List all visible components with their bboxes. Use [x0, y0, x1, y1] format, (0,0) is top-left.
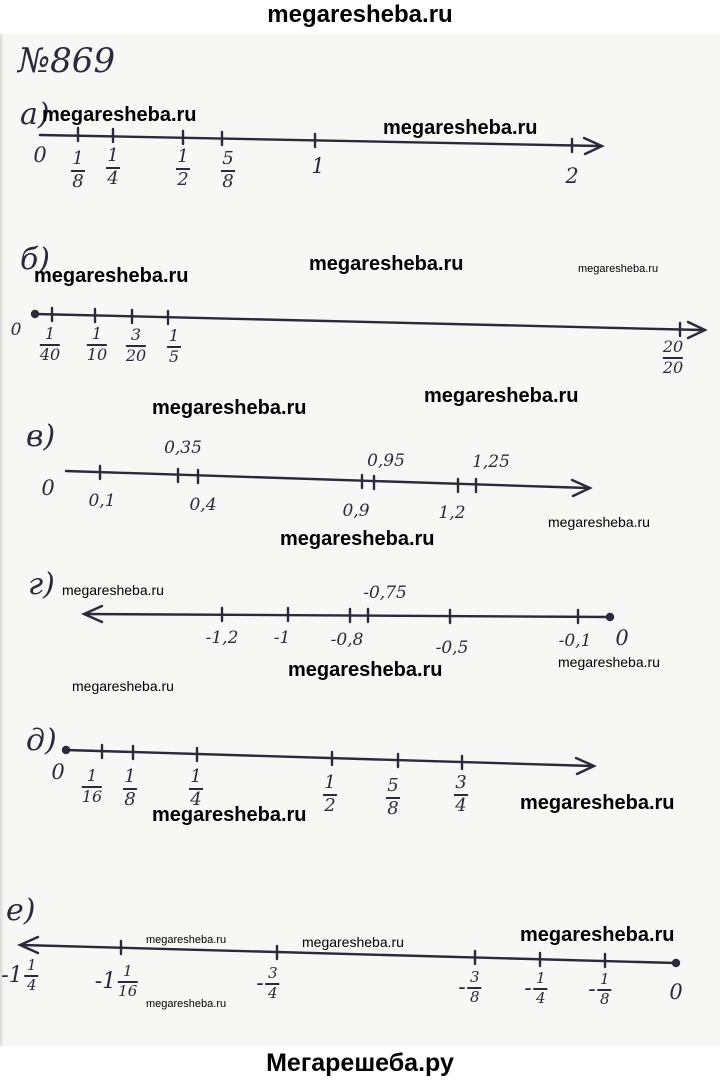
part-e-tick-minus-1-4: - $\frac{1}{4}$: [524, 971, 547, 1007]
number-line-v: [66, 471, 588, 488]
part-e-tick-minus-1-1-4: -1 $\frac{1}{4}$: [1, 958, 38, 994]
part-e-tick-minus-3-8: - $\frac{3}{8}$: [458, 970, 481, 1006]
watermark: megaresheba.ru: [520, 924, 675, 946]
site-footer[interactable]: Мегарешеба.ру: [266, 1049, 454, 1077]
part-b-tick-1-5: 1 5: [168, 326, 180, 366]
site-header[interactable]: megaresheba.ru: [267, 1, 453, 28]
watermark: megaresheba.ru: [72, 678, 174, 694]
part-a-tick-1-2: 1 2: [177, 146, 189, 190]
watermark: megaresheba.ru: [288, 659, 443, 681]
watermark: megaresheba.ru: [302, 934, 404, 950]
part-d-tick-3-4: 3 4: [455, 772, 467, 816]
part-d-tick-1-8: 1 8: [124, 766, 136, 810]
part-e-origin: 0: [669, 980, 683, 1004]
part-e-tick-minus-1-1-16: -1 $\frac{1}{16}$: [94, 962, 138, 1000]
part-g-label: г): [28, 567, 55, 602]
watermark: megaresheba.ru: [146, 998, 227, 1010]
part-e-tick-minus-1-8: - $\frac{1}{8}$: [588, 972, 611, 1008]
part-d-tick-1-2: 1 2: [324, 772, 336, 816]
part-a-tick-1-4: 1 4: [107, 145, 119, 189]
part-v-label: в): [26, 419, 56, 454]
part-d-label: д): [26, 723, 57, 758]
part-v-tick-0-1: 0,1: [88, 491, 116, 511]
part-d-origin: 0: [51, 760, 65, 784]
part-a-origin: 0: [33, 143, 47, 167]
part-v-tick-0-9: 0,9: [342, 501, 370, 521]
part-e-label: е): [6, 893, 36, 928]
part-a-tick-2: 2: [565, 164, 579, 188]
part-v-tick-1-2: 1,2: [438, 503, 466, 523]
part-v-tick-0-4: 0,4: [189, 495, 217, 515]
part-d-tick-1-16: 1 16: [81, 766, 103, 806]
part-v-tick-0-35: 0,35: [164, 438, 202, 458]
part-v-tick-0-95: 0,95: [367, 451, 405, 471]
watermark: megaresheba.ru: [146, 934, 227, 946]
part-b-tick-1-10: 1 10: [86, 324, 108, 364]
part-d-tick-5-8: 5 8: [387, 775, 399, 819]
watermark: megaresheba.ru: [309, 253, 464, 275]
part-e-tick-minus-3-4: - $\frac{3}{4}$: [256, 966, 279, 1002]
part-a-tick-5-8: 5 8: [222, 148, 234, 192]
part-a-label: а): [20, 97, 50, 132]
problem-number: №869: [18, 41, 116, 81]
part-g-tick-minus-1: -1: [273, 628, 291, 648]
watermark: megaresheba.ru: [42, 104, 197, 126]
watermark: megaresheba.ru: [383, 117, 538, 139]
watermark: megaresheba.ru: [152, 397, 307, 419]
part-g-tick-minus-0-5: -0,5: [435, 638, 469, 658]
part-v-tick-1-25: 1,25: [472, 452, 510, 472]
watermark: megaresheba.ru: [34, 265, 189, 287]
watermark: megaresheba.ru: [558, 654, 660, 670]
part-v-origin: 0: [41, 476, 55, 500]
part-b-tick-3-20: 3 20: [125, 325, 147, 365]
watermark: megaresheba.ru: [152, 804, 307, 826]
number-line-g: [85, 614, 610, 617]
watermark: megaresheba.ru: [548, 514, 650, 530]
number-line-d: [66, 750, 592, 766]
part-g-tick-minus-0-75: -0,75: [363, 583, 407, 603]
part-b-tick-20-20: 20 20: [662, 337, 684, 377]
part-b-label: б): [20, 242, 51, 277]
part-b-origin: 0: [10, 320, 22, 340]
watermark: megaresheba.ru: [280, 528, 435, 550]
part-a-tick-1-8: 1 8: [72, 148, 84, 192]
part-g-tick-minus-1-2: -1,2: [205, 628, 239, 648]
watermark: megaresheba.ru: [520, 792, 675, 814]
part-b-tick-1-40: 1 40: [39, 324, 61, 364]
watermark: megaresheba.ru: [62, 582, 164, 598]
watermark: megaresheba.ru: [578, 263, 659, 275]
part-g-tick-minus-0-8: -0,8: [330, 630, 364, 650]
part-d-tick-1-4: 1 4: [190, 766, 202, 810]
watermark: megaresheba.ru: [424, 385, 579, 407]
part-g-tick-minus-0-1: -0,1: [558, 631, 592, 651]
part-g-origin: 0: [615, 626, 629, 650]
part-a-tick-1: 1: [311, 154, 325, 178]
